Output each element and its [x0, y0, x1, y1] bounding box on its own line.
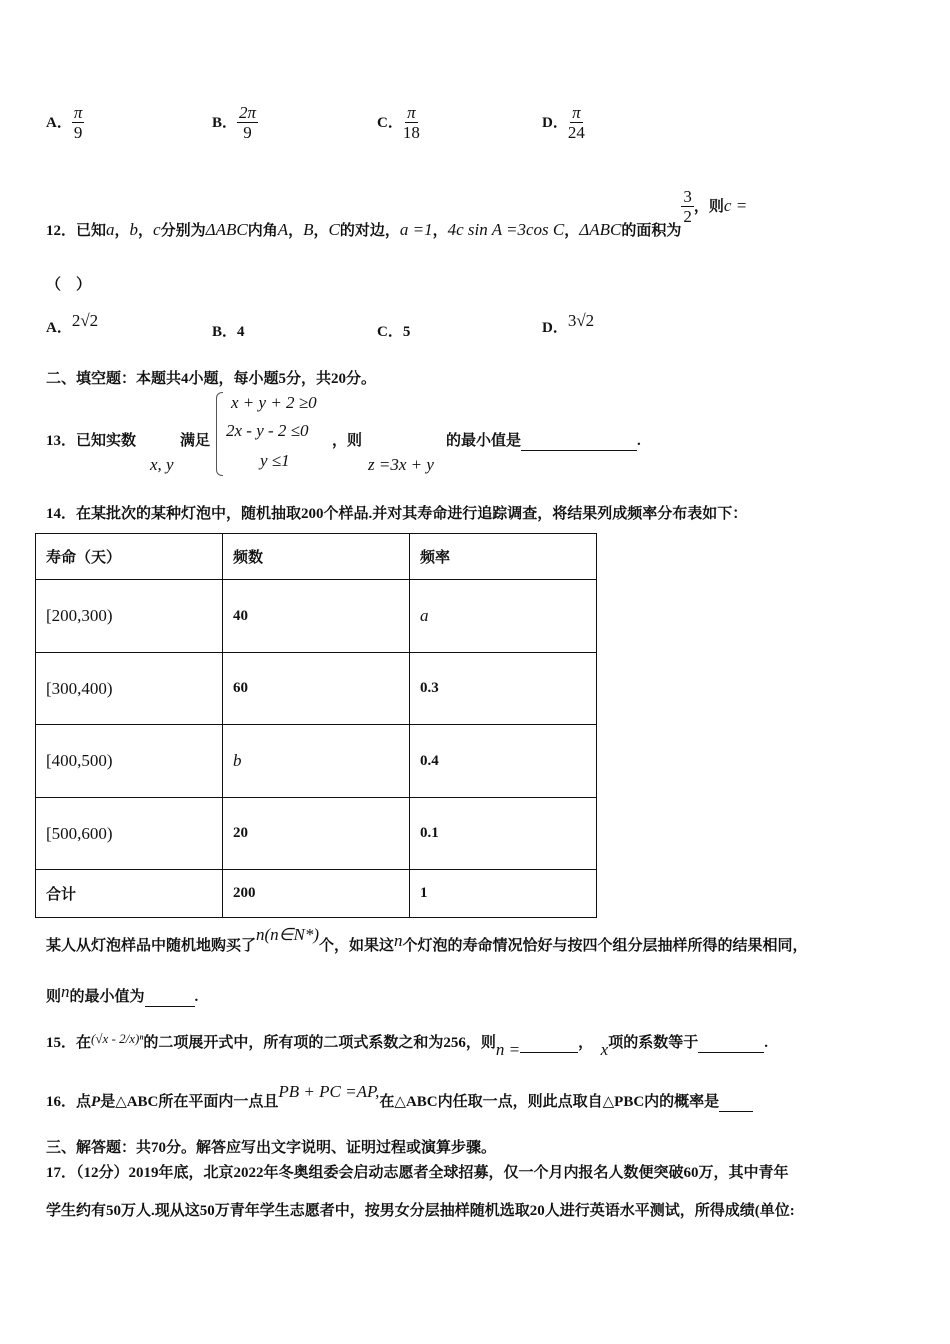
- text: .: [764, 1035, 768, 1051]
- math: ΔABC: [579, 219, 622, 239]
- cell: 60: [223, 653, 410, 725]
- math: x + y + 2 ≥0: [231, 393, 317, 412]
- answer-blank[interactable]: [521, 433, 637, 451]
- q16: [46, 1082, 753, 1112]
- table-row: [36, 580, 597, 653]
- math: c =: [723, 195, 748, 215]
- header-cell: 频率: [410, 534, 597, 580]
- text: 某人从灯泡样品中随机地购买了: [46, 938, 257, 954]
- text: 的最小值为: [69, 989, 145, 1005]
- q13-text: 满足: [180, 433, 211, 449]
- math: 2x - y - 2 ≤0: [226, 421, 309, 440]
- option-value: 2√2: [71, 311, 99, 330]
- q14-after: [46, 925, 808, 955]
- answer-paren: （ ）: [46, 277, 92, 293]
- text: 则: [46, 989, 62, 1005]
- frac-den: 9: [73, 123, 83, 142]
- cell: b: [223, 725, 410, 798]
- q12-option-a: [46, 311, 99, 337]
- q14-text: 14．在某批次的某种灯泡中，随机抽取200个样品.并对其寿命进行追踪调查，将结果列成频率分布表如下：: [46, 506, 748, 522]
- q17-text: 17．（12分）2019年底，北京2022年冬奥组委会启动志愿者全球招募，仅一个月内报名人数便突破60万，其中青年: [46, 1165, 789, 1181]
- math: n(n∈N*): [256, 925, 319, 944]
- text: ，: [578, 1035, 594, 1051]
- frac-den: 2: [683, 207, 692, 226]
- text: 的二项展开式中，所有项的二项式系数之和为256，则: [143, 1035, 496, 1051]
- cell: 0.1: [410, 798, 597, 870]
- math: n: [394, 931, 403, 950]
- frac-num: 2π: [239, 103, 257, 122]
- math: B: [303, 219, 314, 239]
- cell: 1: [410, 870, 597, 918]
- frac-num: π: [73, 103, 83, 122]
- q13-answer: [446, 429, 641, 451]
- option-label: B．: [212, 114, 238, 131]
- cell: [500,600): [36, 798, 223, 870]
- text: 的对边，: [339, 222, 400, 239]
- table-row: [36, 653, 597, 725]
- answer-blank[interactable]: [719, 1094, 753, 1112]
- text: ，: [432, 222, 448, 239]
- option-label: A．: [46, 320, 72, 336]
- text: 内角: [247, 222, 278, 239]
- math: ΔABC: [205, 219, 248, 239]
- text: 12．已知: [46, 222, 107, 239]
- answer-blank-coef[interactable]: [698, 1035, 764, 1053]
- q11-option-d: [542, 104, 585, 143]
- option-value: 3√2: [567, 311, 595, 330]
- text: ，则: [693, 198, 724, 215]
- option-label: C．: [377, 324, 403, 340]
- cell: 0.4: [410, 725, 597, 798]
- math: n: [61, 982, 70, 1001]
- header-cell: 寿命（天）: [36, 534, 223, 580]
- q11-option-c: [377, 104, 420, 143]
- text: 分别为: [160, 222, 206, 239]
- q15: [46, 1031, 768, 1059]
- option-label: A．: [46, 114, 72, 131]
- text: .: [194, 989, 199, 1005]
- text: 的最小值是: [446, 433, 522, 449]
- text: 是△ABC所在平面内一点且: [100, 1094, 279, 1110]
- cell: 40: [223, 580, 410, 653]
- table-row-total: [36, 870, 597, 918]
- text: 项的系数等于: [608, 1035, 699, 1051]
- q11-option-a: [46, 104, 84, 143]
- option-label: B．: [212, 324, 238, 340]
- math: x, y: [150, 455, 174, 474]
- text: 16．点: [46, 1094, 92, 1110]
- table-row: [36, 798, 597, 870]
- cell: a: [410, 580, 597, 653]
- answer-blank[interactable]: [145, 989, 195, 1007]
- section-heading: 三、解答题：共70分。解答应写出文字说明、证明过程或演算步骤。: [46, 1140, 497, 1156]
- cell: 0.3: [410, 653, 597, 725]
- q11-option-b: [212, 104, 258, 143]
- math: b: [129, 219, 139, 239]
- frac-den: 9: [243, 123, 252, 142]
- brace: [216, 392, 223, 476]
- frac-num: π: [572, 103, 581, 122]
- q13-text: ，则: [332, 433, 363, 449]
- frac-den: 24: [567, 123, 585, 142]
- math: c: [153, 219, 161, 239]
- math: z =3x + y: [368, 455, 434, 474]
- text: 15．在: [46, 1035, 92, 1051]
- math: 4c sin A =3cos C: [447, 219, 565, 239]
- math: A: [277, 219, 289, 239]
- frac-den: 18: [402, 123, 420, 142]
- math: P: [91, 1094, 101, 1110]
- table-row: [36, 725, 597, 798]
- math: x: [600, 1040, 609, 1059]
- text: 个灯泡的寿命情况恰好与按四个组分层抽样所得的结果相同，: [402, 938, 808, 954]
- math: a =1: [399, 219, 433, 239]
- cell: 合计: [36, 870, 223, 918]
- section-heading: 二、填空题：本题共4小题，每小题5分，共20分。: [46, 371, 377, 387]
- option-label: D．: [542, 320, 568, 336]
- answer-blank-n[interactable]: [520, 1035, 578, 1053]
- q12-option-c: [377, 320, 410, 341]
- table-header: [36, 534, 597, 580]
- q17-text: 学生约有50万人.现从这50万青年学生志愿者中，按男女分层抽样随机选取20人进行英语水平测试，所得成绩(单位:: [46, 1203, 795, 1219]
- text: ，: [288, 222, 304, 239]
- q12-stem: [46, 187, 748, 239]
- cell: [300,400): [36, 653, 223, 725]
- option-value: 5: [402, 324, 411, 340]
- frequency-table: [35, 533, 597, 918]
- cell: 200: [223, 870, 410, 918]
- text: 在△ABC内任取一点，则此点取自△PBC内的概率是: [379, 1094, 720, 1110]
- q14-answer: [46, 982, 199, 1007]
- text: ，: [138, 222, 154, 239]
- cell: 20: [223, 798, 410, 870]
- math: PB + PC =AP,: [278, 1082, 380, 1101]
- option-value: 4: [237, 324, 245, 340]
- math: y ≤1: [260, 451, 290, 470]
- option-label: C．: [377, 114, 403, 131]
- q12-option-b: [212, 320, 245, 341]
- text: 的面积为: [621, 222, 682, 239]
- text: ，: [313, 222, 329, 239]
- math: n =: [495, 1040, 521, 1059]
- math: (√x - 2/x)ⁿ: [91, 1031, 144, 1046]
- text: ，: [114, 222, 130, 239]
- cell: [200,300): [36, 580, 223, 653]
- cell: [400,500): [36, 725, 223, 798]
- frac-num: 3: [683, 187, 692, 206]
- q13-text: 13．已知实数: [46, 433, 137, 449]
- option-label: D．: [542, 114, 568, 131]
- q12-option-d: [542, 311, 595, 337]
- frac-num: π: [407, 103, 416, 122]
- text: .: [637, 433, 641, 449]
- text: 个，如果这: [319, 938, 395, 954]
- text: ，: [564, 222, 580, 239]
- math: a: [106, 219, 115, 239]
- header-cell: 频数: [223, 534, 410, 580]
- math: C: [328, 219, 340, 239]
